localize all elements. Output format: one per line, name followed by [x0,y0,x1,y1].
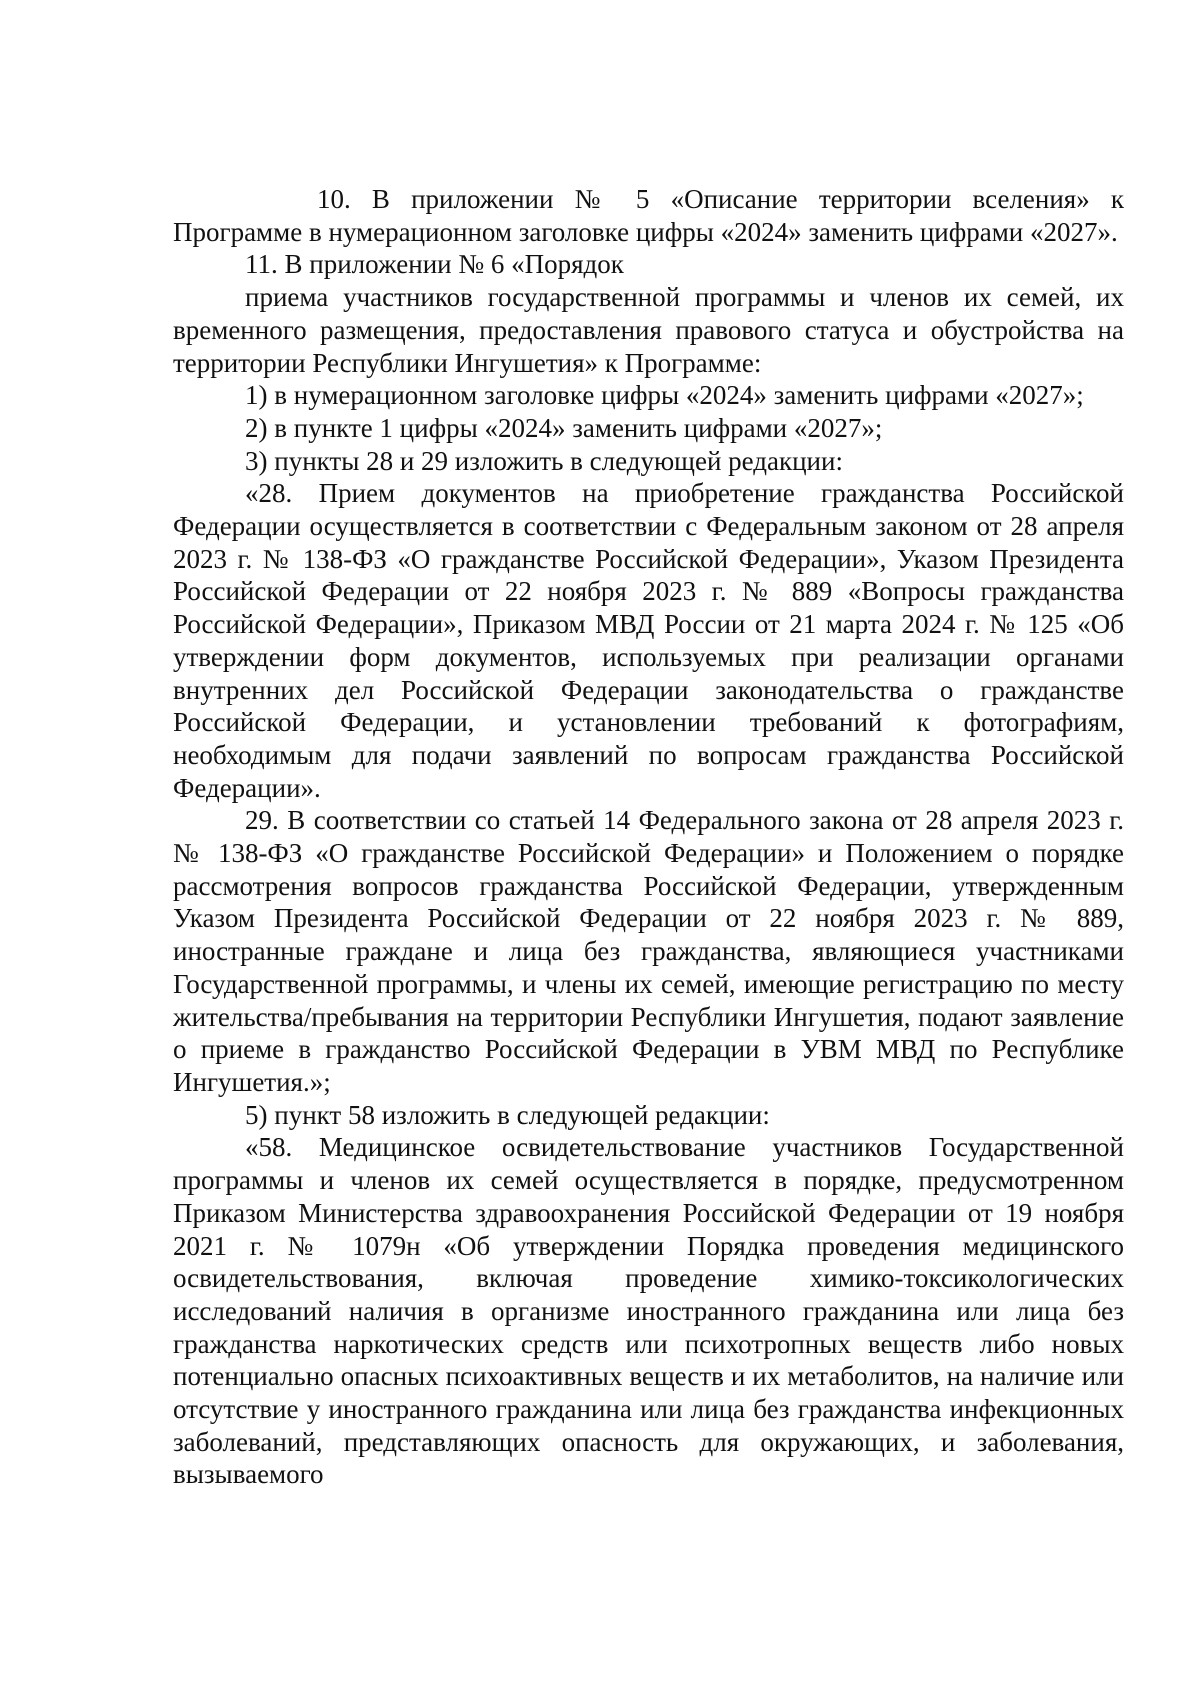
paragraph-subitem-2: 2) в пункте 1 цифры «2024» заменить цифрами «2027»; [245,412,883,443]
paragraph-clause-28: «28. Прием документов на приобретение гражданства Российской Федерации осуществляется в соответствии с Федеральным законом от 28 апреля 2023 г. № 138-ФЗ «О гражданстве Российской Федерации», Указом Президента Российской Федерации от 22 ноября 2023 г. № 889 «Вопросы гражданства Российской Федерации», Приказом МВД России от 21 марта 2024 г. № 125 «Об утверждении форм документов, используемых при реализации органами внутренних дел Российской Федерации законодательства о гражданстве Российской Федерации, и установлении требований к фотографиям, необходимым для подачи заявлений по вопросам гражданства Российской Федерации». [173,478,1124,803]
paragraph-subitem-1: 1) в нумерационном заголовке цифры «2024» заменить цифрами «2027»; [245,380,1084,411]
paragraph-subitem-5: 5) пункт 58 изложить в следующей редакции: [245,1099,770,1130]
paragraph-subitem-3: 3) пункты 28 и 29 изложить в следующей редакции: [245,445,843,476]
paragraph-item-11-heading: 11. В приложении № 6 «Порядок [245,249,624,280]
document-body [173,183,1124,1491]
paragraph-clause-58: «58. Медицинское освидетельствование участников Государственной программы и членов их семей осуществляется в порядке, предусмотренном Приказом Министерства здравоохранения Российской Федерации от 19 ноября 2021 г. № 1079н «Об утверждении Порядка проведения медицинского освидетельствования, включая проведение химико-токсикологических исследований наличия в организме иностранного гражданина или лица без гражданства наркотических средств или психотропных веществ либо новых потенциально опасных психоактивных веществ и их метаболитов, на наличие или отсутствие у иностранного гражданина или лица без гражданства инфекционных заболеваний, представляющих опасность для окружающих, и заболевания, вызываемого [173,1132,1124,1490]
paragraph-clause-29: 29. В соответствии со статьей 14 Федерального закона от 28 апреля 2023 г. № 138-ФЗ «О гражданстве Российской Федерации» и Положением о порядке рассмотрения вопросов гражданства Российской Федерации, утвержденным Указом Президента Российской Федерации от 22 ноября 2023 г. № 889, иностранные граждане и лица без гражданства, являющиеся участниками Государственной программы, и члены их семей, имеющие регистрацию по месту жительства/пребывания на территории Республики Ингушетия, подают заявление о приеме в гражданство Российской Федерации в УВМ МВД по Республике Ингушетия.»; [173,805,1124,1097]
paragraph-item-10: 10. В приложении № 5 «Описание территории вселения» к Программе в нумерационном заголовке цифры «2024» заменить цифрами «2027». [173,184,1124,247]
paragraph-item-11-title: приема участников государственной программы и членов их семей, их временного размещения, предоставления правового статуса и обустройства на территории Республики Ингушетия» к Программе: [173,282,1124,378]
